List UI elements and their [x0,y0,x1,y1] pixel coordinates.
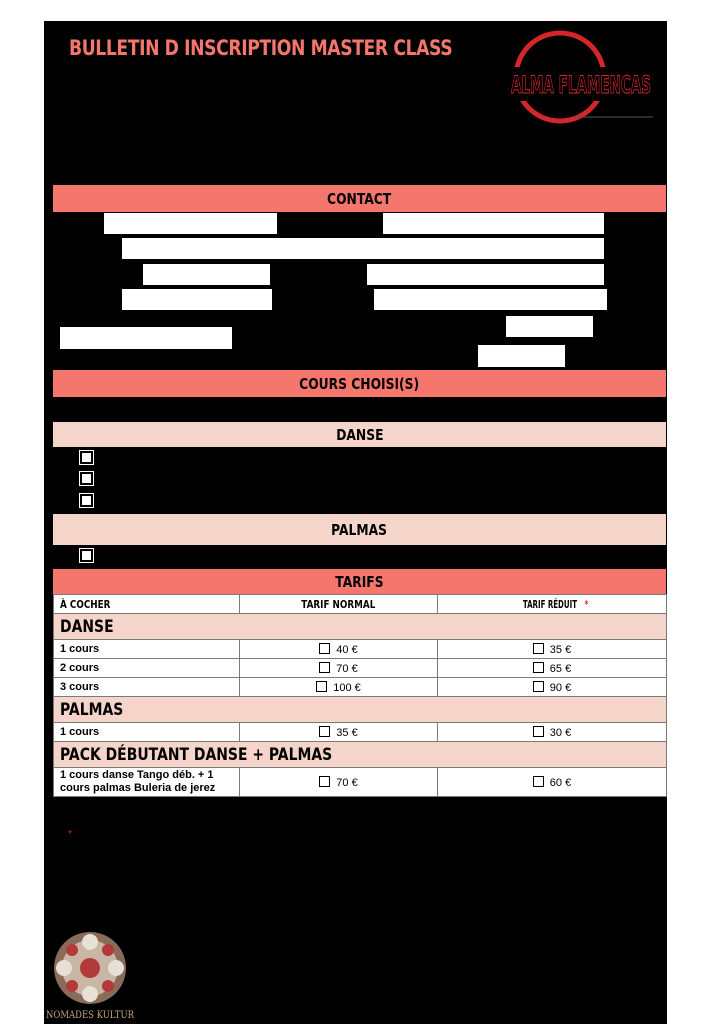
pack-normal-checkbox[interactable] [319,776,330,787]
table-row: 2 cours 70 € 65 € [54,659,667,678]
col-a-cocher: À COCHER [54,595,240,614]
nomades-kultur-text: NOMADES KULTUR [46,1010,135,1021]
danse-section-header: DANSE [53,422,666,447]
tarifs-section-header: TARIFS [53,569,666,594]
contact-email-field[interactable] [374,289,607,310]
page-title: BULLETIN D INSCRIPTION MASTER CLASS [69,36,453,60]
contact-niveau-field[interactable] [478,345,565,367]
table-row: 1 cours danse Tango déb. + 1 cours palmas Buleria de jerez 70 € 60 € [54,768,667,797]
pack-reduit-checkbox[interactable] [533,776,544,787]
contact-date-field[interactable] [60,327,232,349]
logo-text: ALMA FLAMENCAS [511,71,651,99]
tarifs-group-palmas: PALMAS [54,697,667,723]
table-row: 1 cours 35 € 30 € [54,723,667,742]
contact-code-postal-field[interactable] [143,264,270,285]
tarifs-group-pack: PACK DÉBUTANT DANSE + PALMAS [54,742,667,768]
danse-2-normal-checkbox[interactable] [319,662,330,673]
palmas-1-reduit-checkbox[interactable] [533,726,544,737]
footnote-star: * [68,829,72,840]
table-row: 1 cours 40 € 35 € [54,640,667,659]
danse-2-reduit-checkbox[interactable] [533,662,544,673]
contact-section-header: CONTACT [53,185,666,212]
alma-flamencas-logo [505,25,660,135]
contact-prenom-field[interactable] [383,213,604,234]
danse-cours-2-checkbox[interactable] [80,472,93,485]
contact-nom-field[interactable] [104,213,277,234]
contact-adresse-field[interactable] [122,238,604,259]
palmas-section-header: PALMAS [53,514,666,545]
danse-cours-3-checkbox[interactable] [80,494,93,507]
cours-choisis-section-header: COURS CHOISI(S) [53,370,666,397]
danse-1-reduit-checkbox[interactable] [533,643,544,654]
col-tarif-normal: TARIF NORMAL [240,595,438,614]
nomades-kultur-logo [48,924,138,1024]
contact-ville-field[interactable] [367,264,604,285]
danse-cours-1-checkbox[interactable] [80,451,93,464]
danse-3-reduit-checkbox[interactable] [533,681,544,692]
contact-age-field[interactable] [506,316,593,337]
danse-1-normal-checkbox[interactable] [319,643,330,654]
table-row: 3 cours 100 € 90 € [54,678,667,697]
palmas-cours-1-checkbox[interactable] [80,549,93,562]
tarifs-header-row [54,595,667,614]
palmas-1-normal-checkbox[interactable] [319,726,330,737]
col-tarif-reduit: TARIF RÉDUIT * [438,595,667,614]
tarifs-group-danse: DANSE [54,614,667,640]
danse-3-normal-checkbox[interactable] [316,681,327,692]
contact-telephone-field[interactable] [122,289,272,310]
tarifs-table [53,594,667,797]
